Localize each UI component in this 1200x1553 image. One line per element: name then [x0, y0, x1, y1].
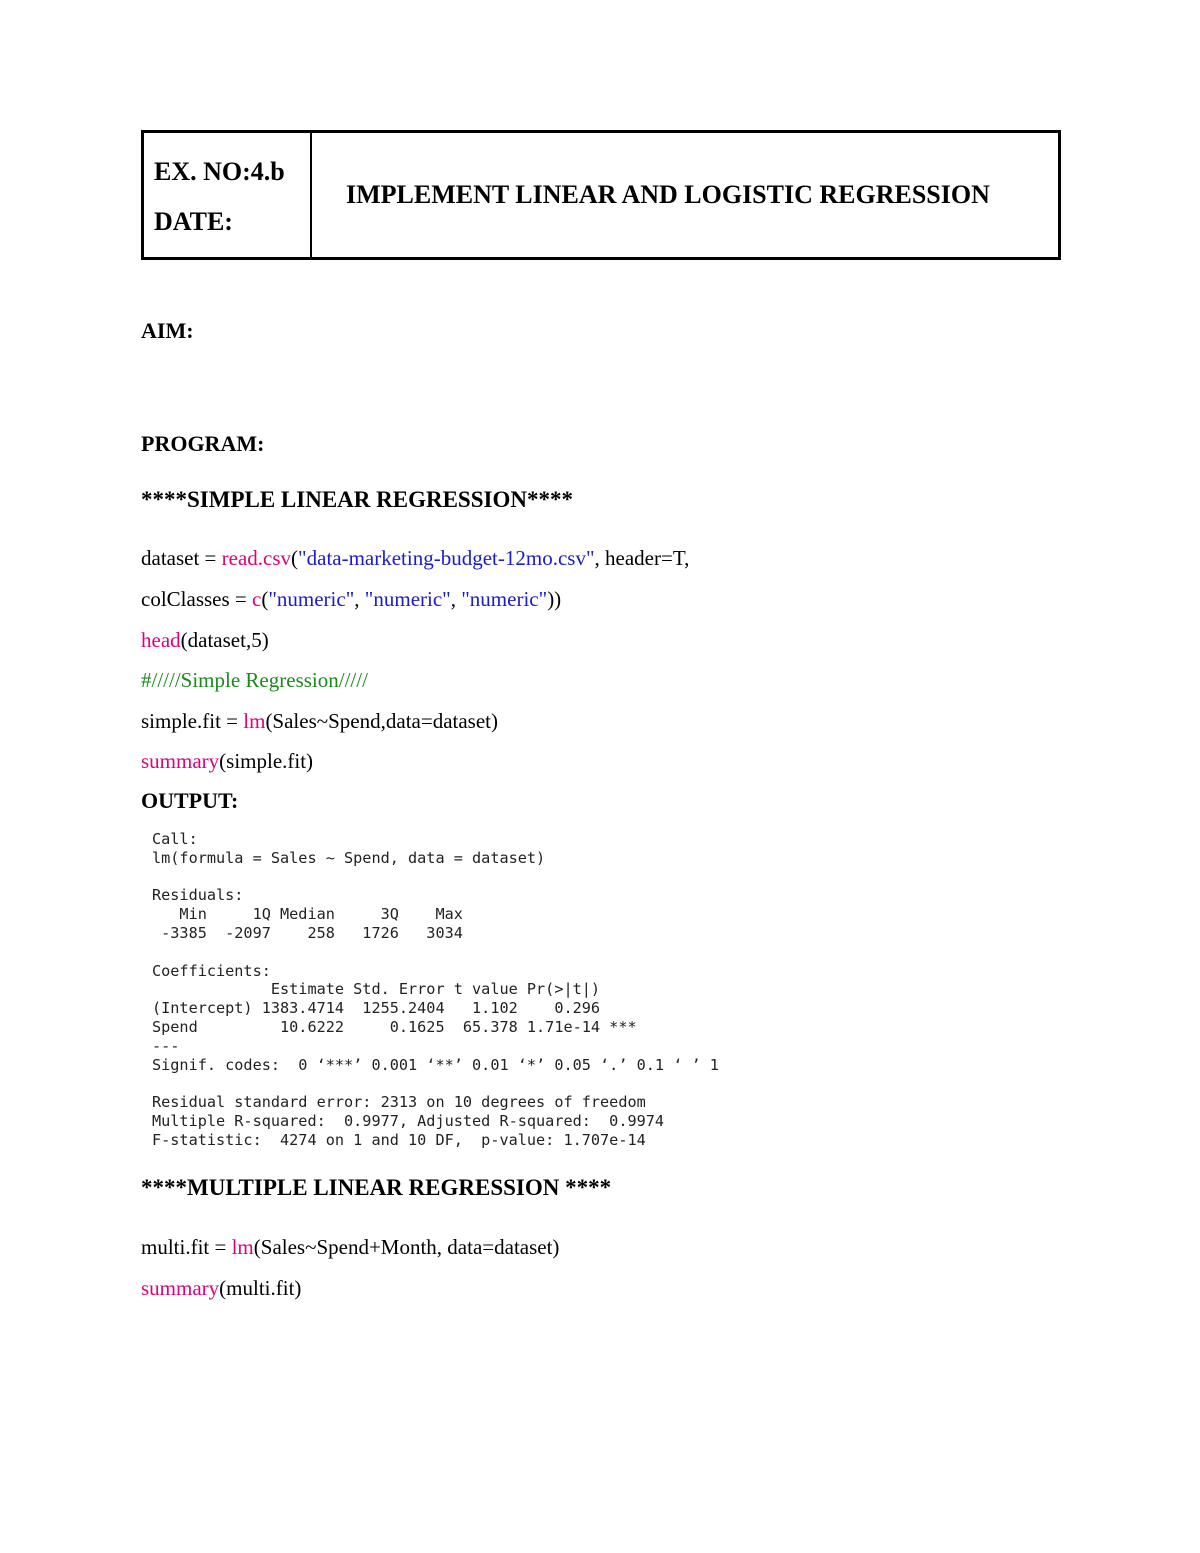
output-line: Min 1Q Median 3Q Max	[152, 905, 463, 924]
output-line: Spend 10.6222 0.1625 65.378 1.71e-14 ***	[152, 1017, 637, 1036]
output-line	[152, 1074, 719, 1093]
code-function: lm	[243, 709, 266, 733]
output-line: Coefficients:	[152, 961, 271, 980]
code-line-1	[141, 546, 689, 571]
code-string: "data-marketing-budget-12mo.csv"	[298, 546, 595, 570]
code-line-5	[141, 709, 498, 734]
ex-no: EX. NO:4.b	[154, 157, 285, 186]
code-text: multi.fit =	[141, 1235, 232, 1259]
code-function: summary	[141, 749, 220, 773]
r-output-block	[152, 830, 719, 1150]
code-text: ))	[547, 587, 562, 611]
code-function: summary	[141, 1276, 220, 1300]
code-function: head	[141, 628, 181, 652]
code-text: dataset =	[141, 546, 222, 570]
code-string: "numeric"	[268, 587, 355, 611]
page-title: IMPLEMENT LINEAR AND LOGISTIC REGRESSION	[346, 180, 990, 209]
output-line: Signif. codes: 0 ‘***’ 0.001 ‘**’ 0.01 ‘*’ 0.05 ‘.’ 0.1 ‘ ’ 1	[152, 1055, 719, 1074]
simple-regression-heading: ****SIMPLE LINEAR REGRESSION****	[141, 487, 573, 512]
code2-line-2	[141, 1276, 301, 1301]
output-line: -3385 -2097 258 1726 3034	[152, 923, 463, 942]
code-text: simple.fit =	[141, 709, 244, 733]
code-string: "numeric"	[461, 587, 548, 611]
output-label: OUTPUT:	[141, 788, 239, 813]
output-line: F-statistic: 4274 on 1 and 10 DF, p-value: 1.707e-14	[152, 1130, 646, 1149]
code-line-4-comment: #/////Simple Regression/////	[141, 668, 368, 692]
program-label: PROGRAM:	[141, 431, 265, 456]
output-line: lm(formula = Sales ~ Spend, data = dataset)	[152, 848, 546, 867]
output-line: ---	[152, 1036, 180, 1055]
code-function: c	[252, 587, 262, 611]
date-label: DATE:	[154, 207, 233, 236]
code-line-3	[141, 628, 269, 653]
output-line	[152, 943, 719, 962]
code-text: (Sales~Spend+Month, data=dataset)	[253, 1235, 560, 1259]
output-line: Residuals:	[152, 886, 244, 905]
code-text: (	[291, 546, 299, 570]
header-left-cell	[144, 133, 312, 257]
multiple-regression-heading: ****MULTIPLE LINEAR REGRESSION ****	[141, 1175, 612, 1200]
output-line: Estimate Std. Error t value Pr(>|t|)	[152, 980, 601, 999]
code-text: (multi.fit)	[219, 1276, 302, 1300]
code-function: lm	[231, 1235, 254, 1259]
code-text: (Sales~Spend,data=dataset)	[265, 709, 498, 733]
code2-line-1	[141, 1235, 559, 1260]
code-text: ,	[354, 587, 365, 611]
code-text: , header=T,	[594, 546, 690, 570]
code-line-2	[141, 587, 561, 612]
output-line: Residual standard error: 2313 on 10 degrees of freedom	[152, 1093, 646, 1112]
code-string: "numeric"	[364, 587, 451, 611]
output-line: Multiple R-squared: 0.9977, Adjusted R-squared: 0.9974	[152, 1111, 665, 1130]
code-text: (simple.fit)	[219, 749, 314, 773]
code-function: read.csv	[221, 546, 292, 570]
output-line: (Intercept) 1383.4714 1255.2404 1.102 0.296	[152, 999, 601, 1018]
code-text: (dataset,5)	[180, 628, 269, 652]
output-line: Call:	[152, 830, 198, 848]
code-text: colClasses =	[141, 587, 252, 611]
code-text: ,	[450, 587, 462, 611]
code-line-6	[141, 749, 313, 774]
output-line	[152, 868, 719, 887]
header-table	[141, 130, 1061, 260]
code-text: (	[261, 587, 269, 611]
aim-label: AIM:	[141, 318, 194, 343]
